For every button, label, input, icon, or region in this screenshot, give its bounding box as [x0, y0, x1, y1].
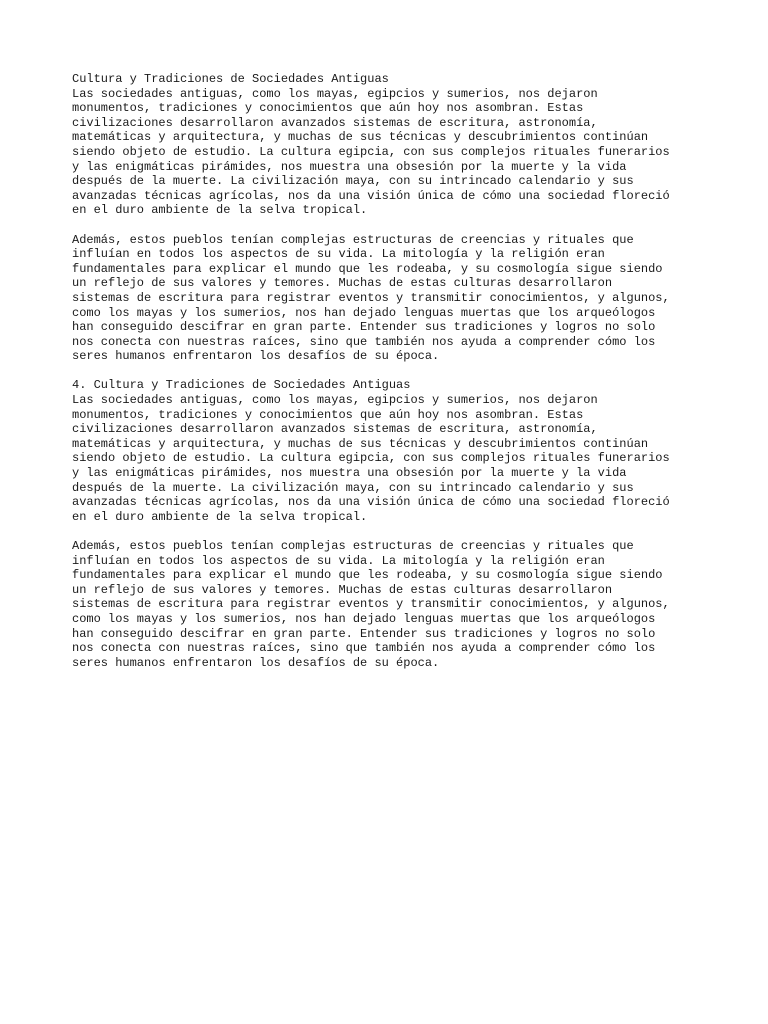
text-line: y las enigmáticas pirámides, nos muestra una obsesión por la muerte y la vida [72, 466, 627, 481]
text-line: fundamentales para explicar el mundo que les rodeaba, y su cosmología sigue siendo [72, 261, 663, 276]
text-line: avanzadas técnicas agrícolas, nos da una visión única de cómo una sociedad floreció [72, 495, 670, 510]
text-line: y las enigmáticas pirámides, nos muestra una obsesión por la muerte y la vida [72, 159, 627, 174]
section-3-heading: 4. Cultura y Tradiciones de Sociedades Antiguas [72, 378, 411, 393]
text-line: monumentos, tradiciones y conocimientos que aún hoy nos asombran. Estas [72, 407, 584, 422]
text-line: siendo objeto de estudio. La cultura egipcia, con sus complejos rituales funerarios [72, 451, 670, 466]
text-line: matemáticas y arquitectura, y muchas de sus técnicas y descubrimientos continúan [72, 130, 649, 145]
text-line: siendo objeto de estudio. La cultura egipcia, con sus complejos rituales funerarios [72, 144, 670, 159]
text-line: sistemas de escritura para registrar eventos y transmitir conocimientos, y algunos, [72, 290, 670, 305]
section-2-paragraph [72, 233, 712, 364]
section-4-paragraph [72, 539, 712, 670]
text-line: Las sociedades antiguas, como los mayas, egipcios y sumerios, nos dejaron [72, 393, 598, 408]
text-line: un reflejo de sus valores y temores. Muchas de estas culturas desarrollaron [72, 582, 613, 597]
text-line: un reflejo de sus valores y temores. Muchas de estas culturas desarrollaron [72, 276, 613, 291]
text-line: nos conecta con nuestras raíces, sino que también nos ayuda a comprender cómo los [72, 641, 656, 656]
text-line: seres humanos enfrentaron los desafíos de su época. [72, 349, 440, 364]
text-line: influían en todos los aspectos de su vida. La mitología y la religión eran [72, 553, 605, 568]
text-line: Las sociedades antiguas, como los mayas, egipcios y sumerios, nos dejaron [72, 86, 598, 101]
text-line: después de la muerte. La civilización maya, con su intrincado calendario y sus [72, 480, 634, 495]
section-3-paragraph [72, 378, 712, 524]
text-line: sistemas de escritura para registrar eventos y transmitir conocimientos, y algunos, [72, 597, 670, 612]
paragraph-gap [72, 218, 712, 233]
text-line: civilizaciones desarrollaron avanzados sistemas de escritura, astronomía, [72, 115, 598, 130]
text-line: Además, estos pueblos tenían complejas estructuras de creencias y rituales que [72, 539, 634, 553]
text-line: matemáticas y arquitectura, y muchas de sus técnicas y descubrimientos continúan [72, 436, 649, 451]
text-line: monumentos, tradiciones y conocimientos que aún hoy nos asombran. Estas [72, 101, 584, 116]
text-line: Además, estos pueblos tenían complejas estructuras de creencias y rituales que [72, 232, 634, 247]
section-1-heading: Cultura y Tradiciones de Sociedades Antiguas [72, 72, 389, 86]
text-line: fundamentales para explicar el mundo que les rodeaba, y su cosmología sigue siendo [72, 568, 663, 583]
text-line: después de la muerte. La civilización maya, con su intrincado calendario y sus [72, 174, 634, 189]
text-line: influían en todos los aspectos de su vida. La mitología y la religión eran [72, 247, 605, 262]
paragraph-gap [72, 364, 712, 379]
text-line: han conseguido descifrar en gran parte. Entender sus tradiciones y logros no solo [72, 626, 656, 641]
text-line: como los mayas y los sumerios, nos han dejado lenguas muertas que los arqueólogos [72, 611, 656, 626]
document-page [72, 72, 712, 670]
paragraph-gap [72, 524, 712, 539]
text-line: en el duro ambiente de la selva tropical. [72, 203, 368, 218]
text-line: avanzadas técnicas agrícolas, nos da una visión única de cómo una sociedad floreció [72, 188, 670, 203]
text-line: civilizaciones desarrollaron avanzados sistemas de escritura, astronomía, [72, 422, 598, 437]
text-line: como los mayas y los sumerios, nos han dejado lenguas muertas que los arqueólogos [72, 305, 656, 320]
text-line: han conseguido descifrar en gran parte. Entender sus tradiciones y logros no solo [72, 320, 656, 335]
text-line: seres humanos enfrentaron los desafíos de su época. [72, 655, 440, 670]
section-1-paragraph [72, 72, 712, 218]
text-line: en el duro ambiente de la selva tropical. [72, 509, 368, 524]
text-line: nos conecta con nuestras raíces, sino que también nos ayuda a comprender cómo los [72, 334, 656, 349]
